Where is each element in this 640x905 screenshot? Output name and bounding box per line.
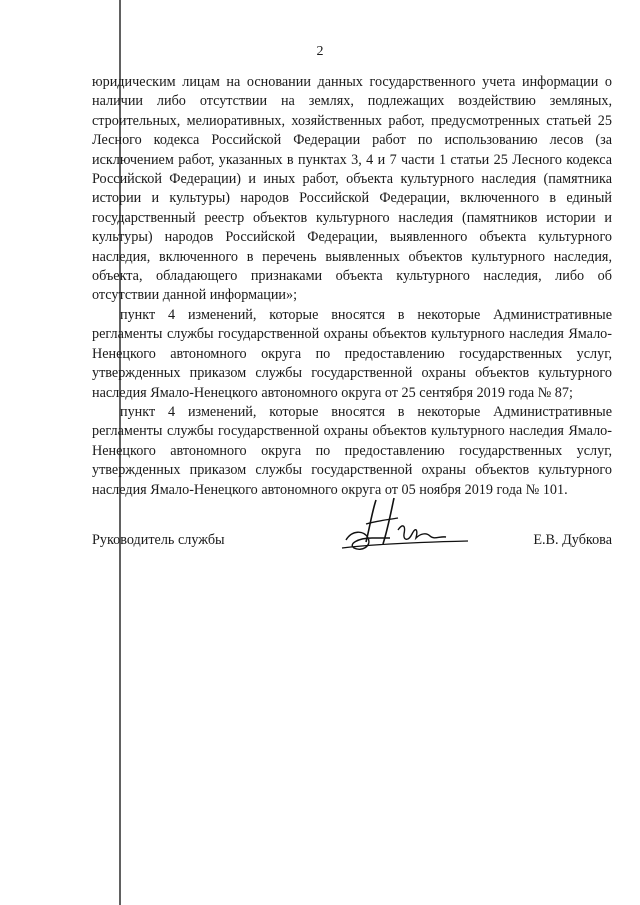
paragraph-3: пункт 4 изменений, которые вносятся в некоторые Административные регламенты службы государственной охраны объектов культурного наследия Ямало-Ненецкого автономного округа по предоставлению государственных услуг, утвержденных приказом службы государственной охраны объектов культурного наследия Ямало-Ненецкого автономного округа от 05 ноября 2019 года № 101. [92,403,612,498]
paragraph-1: юридическим лицам на основании данных государственного учета информации о наличии либо отсутствии на землях, подлежащих воздействию земляных, строительных, мелиоративных, хозяйственных работ, предусмотренных статьей 25 Лесного кодекса Российской Федерации работ по использованию лесов (за исключением работ, указанных в пунктах 3, 4 и 7 части 1 статьи 25 Лесного кодекса Российской Федерации) и иных работ, объекта культурного наследия (памятника истории и культуры) народов Российской Федерации, включенного в единый государственный реестр объектов культурного наследия (памятников истории и культуры) народов Российской Федерации, выявленного объекта культурного наследия, включенного в перечень выявленных объектов культурного наследия, объекта, обладающего признаками объекта культурного наследия, либо об отсутствии данной информации»; [92,74,612,304]
page-number: 2 [316,44,324,59]
signatory-name: Е.В. Дубкова [533,532,612,548]
handwritten-signature [336,494,476,556]
document-body [92,73,612,500]
paragraph-2: пункт 4 изменений, которые вносятся в некоторые Административные регламенты службы государственной охраны объектов культурного наследия Ямало-Ненецкого автономного округа по предоставлению государственных услуг, утвержденных приказом службы государственной охраны объектов культурного наследия Ямало-Ненецкого автономного округа от 25 сентября 2019 года № 87; [92,306,612,401]
signatory-title: Руководитель службы [92,532,225,548]
